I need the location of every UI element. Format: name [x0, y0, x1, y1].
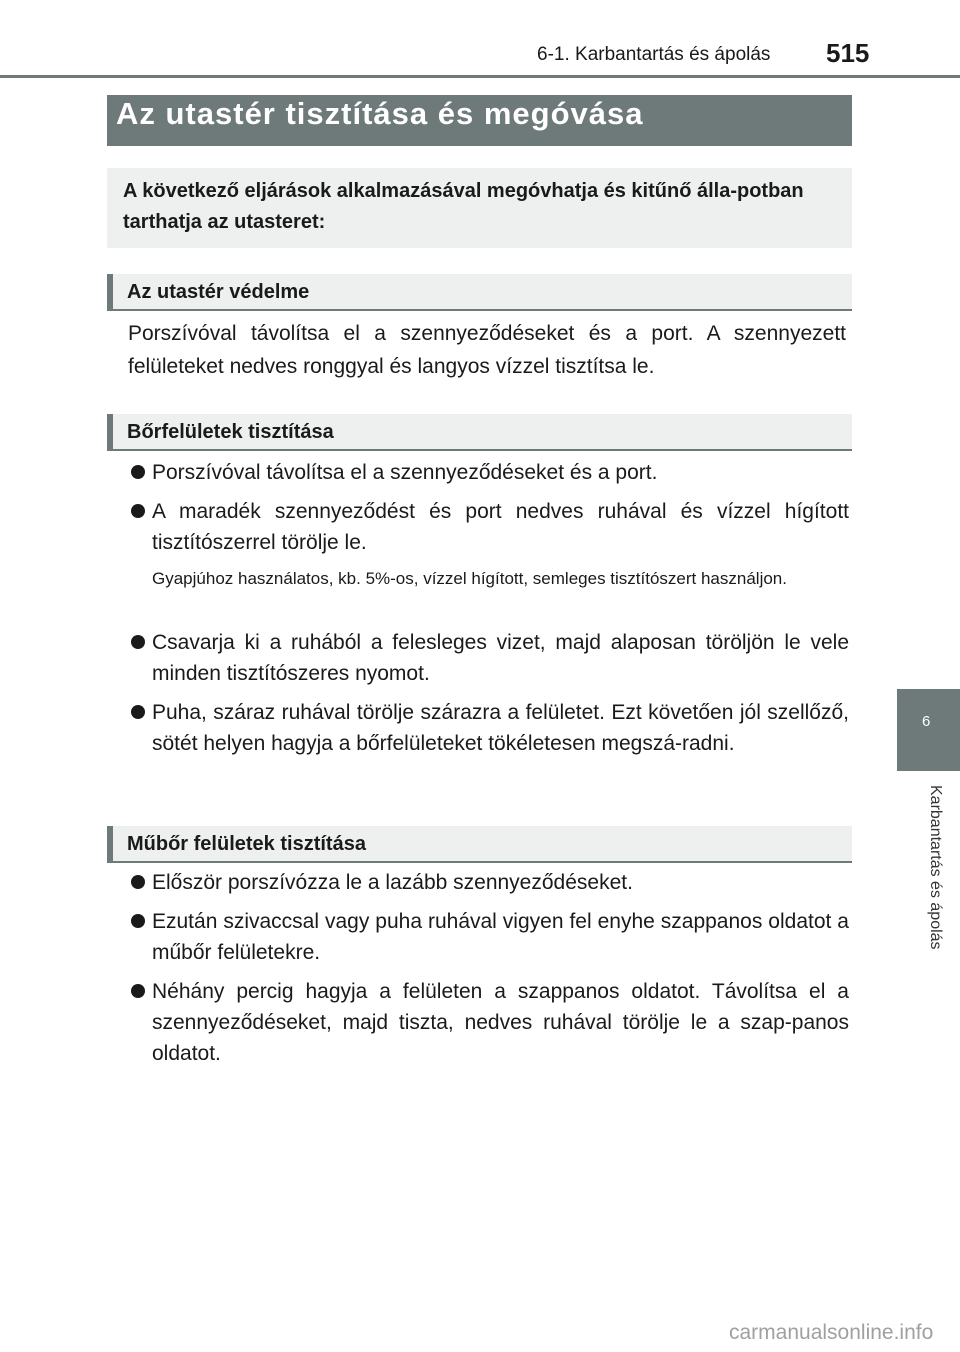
- protection-heading: [107, 274, 852, 311]
- bullet-icon: [131, 504, 145, 518]
- watermark: carmanualsonline.info: [729, 1321, 934, 1344]
- list-item: [131, 697, 849, 759]
- heading-bar: [107, 826, 113, 861]
- list-item-text: Porszívóval távolítsa el a szennyeződéseket és a port.: [152, 461, 658, 484]
- list-item-text: Puha, száraz ruhával törölje szárazra a felületet. Ezt követően jól szellőző, sötét helyen hagyja a bőrfelületeket tökéletesen megszá-radni.: [152, 701, 849, 755]
- header-title: 6-1. Karbantartás és ápolás: [537, 44, 771, 65]
- protection-text: Porszívóval távolítsa el a szennyeződéseket és a port. A szennyezett felületeket nedves ronggyal és langyos vízzel tisztítsa le.: [128, 322, 846, 378]
- chapter-tab: [897, 689, 960, 771]
- list-item-text: Csavarja ki a ruhából a felesleges vizet, majd alaposan töröljön le vele minden tisztítószeres nyomot.: [152, 631, 849, 685]
- chapter-label: Karbantartás és ápolás: [927, 785, 944, 950]
- chapter-number: 6: [922, 713, 931, 730]
- leather-heading-label: Bőrfelületek tisztítása: [127, 421, 334, 443]
- list-item: [131, 496, 849, 558]
- bullet-icon: [131, 465, 145, 479]
- heading-bar: [107, 414, 113, 449]
- protection-heading-label: Az utastér védelme: [127, 281, 310, 303]
- leather-heading: [107, 414, 852, 451]
- bullet-icon: [131, 635, 145, 649]
- list-item: [131, 457, 849, 488]
- bullet-icon: [131, 705, 145, 719]
- list-item-text: Először porszívózza le a lazább szennyeződéseket.: [152, 871, 633, 894]
- heading-bar: [107, 274, 113, 309]
- synthetic-heading-label: Műbőr felületek tisztítása: [127, 833, 366, 855]
- synthetic-heading: [107, 826, 852, 863]
- list-item: [131, 976, 849, 1069]
- intro-text: A következő eljárások alkalmazásával megóvhatja és kitűnő álla-potban tarthatja az utasteret:: [123, 180, 804, 233]
- section-title: Az utastér tisztítása és megóvása: [116, 96, 644, 131]
- bullet-icon: [131, 914, 145, 928]
- list-item-text: Néhány percig hagyja a felületen a szappanos oldatot. Távolítsa el a szennyeződéseket, majd tiszta, nedves ruhával törölje le a szap-panos oldatot.: [152, 980, 849, 1065]
- bullet-icon: [131, 875, 145, 889]
- list-item: [131, 627, 849, 689]
- header-rule: [0, 75, 960, 78]
- list-item: [131, 867, 849, 898]
- bullet-icon: [131, 984, 145, 998]
- list-item: [131, 906, 849, 968]
- list-item-text: Ezután szivaccsal vagy puha ruhával vigyen fel enyhe szappanos oldatot a műbőr felületekre.: [152, 910, 849, 964]
- list-item-text: A maradék szennyeződést és port nedves ruhával és vízzel hígított tisztítószerrel törölje le.: [152, 500, 849, 554]
- leather-note: Gyapjúhoz használatos, kb. 5%-os, vízzel hígított, semleges tisztítószert használjon.: [152, 569, 787, 588]
- page-number: 515: [826, 38, 870, 68]
